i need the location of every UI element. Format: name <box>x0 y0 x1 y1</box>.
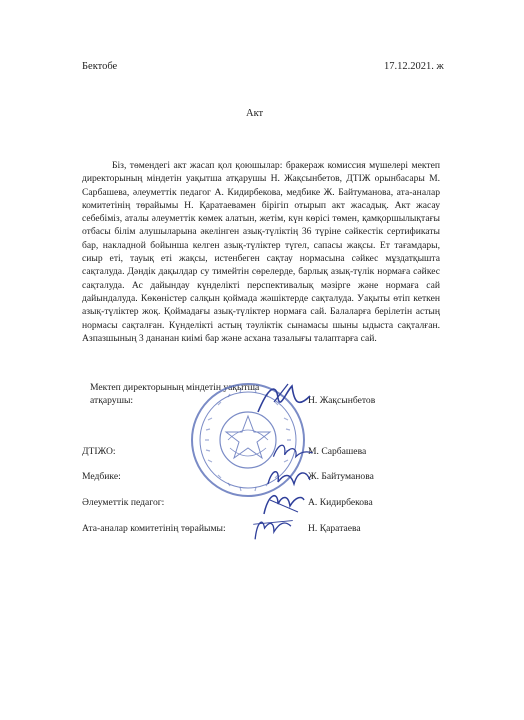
signatory-name: М. Сарбашева <box>308 446 367 457</box>
signatory-role: Медбике: <box>82 471 121 482</box>
signatory-name: Н. Қаратаева <box>308 523 361 534</box>
signatory-name: Ж. Байтуманова <box>308 471 374 482</box>
signatory-name: А. Кидирбекова <box>308 497 373 508</box>
document-date: 17.12.2021. ж <box>384 61 444 72</box>
document-title: Акт <box>246 108 264 119</box>
signatory-name: Н. Жақсынбетов <box>308 395 376 406</box>
signature-parent-committee-icon <box>248 513 298 545</box>
signatory-role: Ата-аналар комитетінің төрайымы: <box>82 523 226 534</box>
signature-director-icon <box>254 378 314 418</box>
signatory-role: Мектеп директорының міндетін уақытша атқарушы: <box>90 382 260 406</box>
signatory-role: Әлеуметтік педагог: <box>82 497 165 508</box>
signatory-role: ДТІЖО: <box>82 446 116 457</box>
document-place: Бектобе <box>82 61 118 72</box>
act-body-paragraph: Біз, төмендегі акт жасап қол қоюшылар: бракераж комиссия мүшелері мектеп директорының міндетін уақытша атқарушы Н. Жақсынбетов, ДТІЖ орынбасары М. Сарбашева, әлеуметтік педагог А. Кидирбекова, медбике Ж. Байтуманова, ата-аналар комитетінің төрайымы Н. Қаратаевамен бірігіп отырып акт жасадық. Акт жасау себебіміз, аталы әлеуметтік көмек алатын, жетім, күн көрісі төмен, қамқоршылықтағы отбасы білім алушыларына әкелінген азық-түліктің 36 түріне сәйкестік сертификаты бар, накладной бойынша келген азық-түліктер түгел, сапасы жақсы. Ет тағамдары, сиыр еті, тауық еті жақсы, истенбеген сақтау нормасына сәйкес мұздатқышта сақталуда. Дәндік дақылдар су тимейтін сөрелерде, барлық азық-түлік нормаға сәйкес сақталуда. Ас дайындау күнделікті перспективалық мәзірге және нормаға сай дайындалуда. Көкөністер салқын қоймада жәшіктерде сақталуда. Уақыты өтіп кеткен азық-түліктер жоқ. Қоймадағы азық-түліктер нормаға сай. Балаларға берілетін астың нормасы сақталған. Күнделікті астың тәуліктік сынамасы шыны ыдыста сақталған. Азпазшының 3 дананан киімі бар және асхана тазалығы талаптарға сай. <box>82 160 440 344</box>
